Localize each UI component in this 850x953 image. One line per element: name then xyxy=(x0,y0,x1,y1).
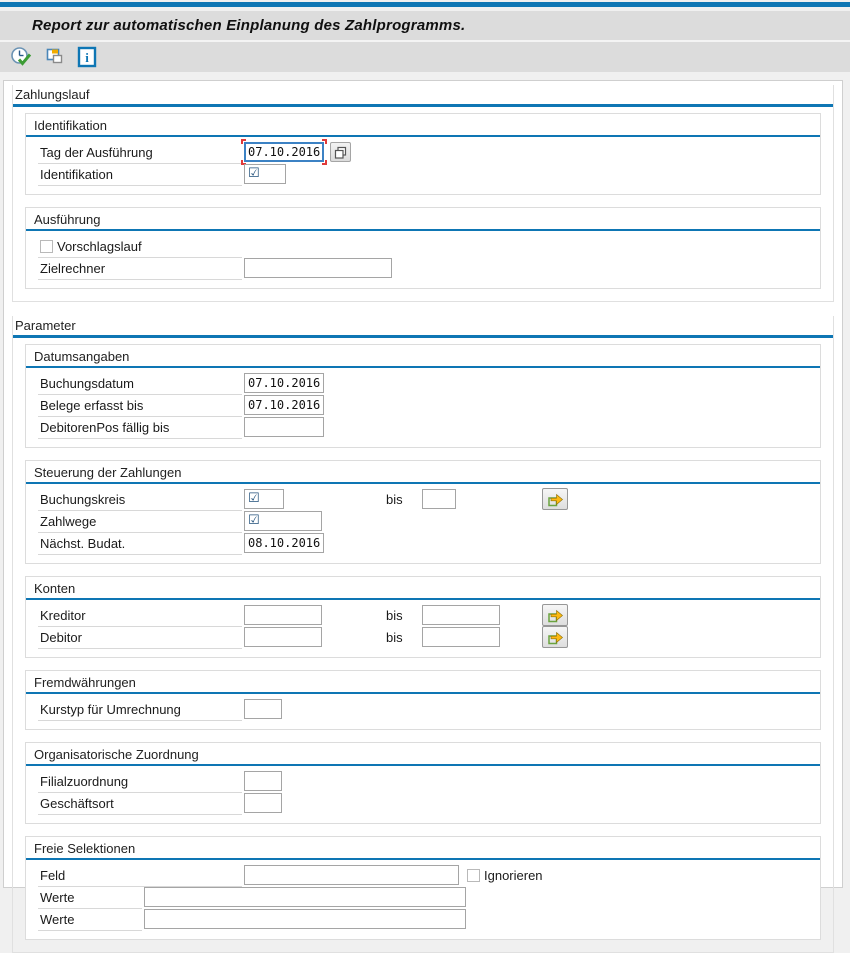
checkbox-label: Ignorieren xyxy=(484,868,543,883)
row-underline xyxy=(38,930,142,931)
ignorieren-checkbox[interactable] xyxy=(467,869,480,882)
multiple-selection-arrow-icon xyxy=(547,492,564,507)
box-title: Freie Selektionen xyxy=(26,837,820,860)
group-title: Parameter xyxy=(13,316,833,338)
row-underline xyxy=(38,279,242,280)
bis-label: bis xyxy=(386,608,403,623)
multiple-selection-arrow-icon xyxy=(547,630,564,645)
debitor-multiple-selection-button[interactable] xyxy=(542,626,568,648)
row-naechst-budat xyxy=(38,533,810,555)
field-label: Kurstyp für Umrechnung xyxy=(40,702,181,717)
row-zielrechner xyxy=(38,258,810,280)
group-title: Zahlungslauf xyxy=(13,85,833,107)
werte-input-1[interactable] xyxy=(144,887,466,907)
row-tag-der-ausfuehrung xyxy=(38,142,810,164)
matchcode-icon xyxy=(334,146,347,159)
focus-corner xyxy=(241,139,246,144)
box-title: Steuerung der Zahlungen xyxy=(26,461,820,484)
field-label: Kreditor xyxy=(40,608,86,623)
checked-box-glyph: ☑ xyxy=(248,513,260,528)
debitor-bis-input[interactable] xyxy=(422,627,500,647)
field-label: Nächst. Budat. xyxy=(40,536,126,551)
date-picker-button[interactable] xyxy=(330,142,351,162)
box-steuerung-der-zahlungen xyxy=(25,460,821,564)
row-geschaeftsort xyxy=(38,793,810,815)
row-vorschlagslauf xyxy=(38,236,810,258)
page-title: Report zur automatischen Einplanung des Zahlprogramms. xyxy=(32,17,466,34)
box-title: Fremdwährungen xyxy=(26,671,820,694)
execute-icon xyxy=(10,46,32,68)
row-belege-erfasst-bis xyxy=(38,395,810,417)
werte-input-2[interactable] xyxy=(144,909,466,929)
box-konten xyxy=(25,576,821,658)
buchungskreis-input[interactable] xyxy=(244,489,284,509)
field-label: Buchungskreis xyxy=(40,492,126,507)
tag-der-ausfuehrung-input[interactable] xyxy=(244,142,324,162)
row-identifikation xyxy=(38,164,810,186)
zielrechner-input[interactable] xyxy=(244,258,392,278)
row-underline xyxy=(38,648,242,649)
debitor-input[interactable] xyxy=(244,627,322,647)
box-title: Organisatorische Zuordnung xyxy=(26,743,820,766)
box-title: Identifikation xyxy=(26,114,820,137)
title-bar xyxy=(0,11,850,40)
field-label: Belege erfasst bis xyxy=(40,398,144,413)
field-label: Identifikation xyxy=(40,167,113,182)
zahlwege-input[interactable] xyxy=(244,511,322,531)
debitorenpos-faellig-bis-input[interactable] xyxy=(244,417,324,437)
multiple-selection-arrow-icon xyxy=(547,608,564,623)
field-label: Buchungsdatum xyxy=(40,376,134,391)
kreditor-input[interactable] xyxy=(244,605,322,625)
box-ausfuehrung xyxy=(25,207,821,289)
row-debitorenpos-faellig-bis xyxy=(38,417,810,439)
row-debitor xyxy=(38,627,810,649)
row-underline xyxy=(38,720,242,721)
variant-icon xyxy=(43,46,65,68)
belege-erfasst-bis-input[interactable] xyxy=(244,395,324,415)
row-underline xyxy=(38,814,242,815)
field-label: Filialzuordnung xyxy=(40,774,129,789)
buchungsdatum-input[interactable] xyxy=(244,373,324,393)
info-icon xyxy=(76,46,98,68)
field-label: Geschäftsort xyxy=(40,796,114,811)
bis-label: bis xyxy=(386,492,403,507)
field-label: Werte xyxy=(40,890,75,905)
field-label: Debitor xyxy=(40,630,82,645)
row-kurstyp xyxy=(38,699,810,721)
row-filialzuordnung xyxy=(38,771,810,793)
variant-button[interactable] xyxy=(42,45,66,69)
svg-text:i: i xyxy=(85,50,89,65)
field-label: Zielrechner xyxy=(40,261,106,276)
feld-input[interactable] xyxy=(244,865,459,885)
field-label: Feld xyxy=(40,868,66,883)
row-underline xyxy=(38,185,242,186)
group-zahlungslauf xyxy=(12,85,834,302)
box-datumsangaben xyxy=(25,344,821,448)
filialzuordnung-input[interactable] xyxy=(244,771,282,791)
focused-field-wrap xyxy=(244,142,324,162)
box-organisatorische-zuordnung xyxy=(25,742,821,824)
geschaeftsort-input[interactable] xyxy=(244,793,282,813)
field-label: Zahlwege xyxy=(40,514,97,529)
row-werte-2 xyxy=(38,909,810,931)
row-werte-1 xyxy=(38,887,810,909)
identifikation-input[interactable] xyxy=(244,164,286,184)
selection-screen xyxy=(0,72,850,927)
row-kreditor xyxy=(38,605,810,627)
kurstyp-input[interactable] xyxy=(244,699,282,719)
field-label: Tag der Ausführung xyxy=(40,145,153,160)
box-title: Konten xyxy=(26,577,820,600)
selection-panel xyxy=(3,80,843,927)
box-freie-selektionen xyxy=(25,836,821,940)
focus-corner xyxy=(322,139,327,144)
vorschlagslauf-checkbox[interactable] xyxy=(40,240,53,253)
checked-box-glyph: ☑ xyxy=(248,491,260,506)
checkbox-label: Vorschlagslauf xyxy=(57,239,142,254)
naechst-budat-input[interactable] xyxy=(244,533,324,553)
row-zahlwege xyxy=(38,511,810,533)
checked-box-glyph: ☑ xyxy=(248,166,260,181)
box-identifikation xyxy=(25,113,821,195)
kreditor-multiple-selection-button[interactable] xyxy=(542,604,568,626)
field-label: Werte xyxy=(40,912,75,927)
execute-button[interactable] xyxy=(9,45,33,69)
kreditor-bis-input[interactable] xyxy=(422,605,500,625)
box-fremdwaehrungen xyxy=(25,670,821,730)
row-underline xyxy=(38,438,242,439)
row-buchungskreis xyxy=(38,489,810,511)
group-parameter xyxy=(12,316,834,953)
bis-label: bis xyxy=(386,630,403,645)
row-feld xyxy=(38,865,810,887)
box-title: Ausführung xyxy=(26,208,820,231)
buchungskreis-multiple-selection-button[interactable] xyxy=(542,488,568,510)
box-title: Datumsangaben xyxy=(26,345,820,368)
application-toolbar xyxy=(0,42,850,72)
row-buchungsdatum xyxy=(38,373,810,395)
field-label: DebitorenPos fällig bis xyxy=(40,420,170,435)
buchungskreis-bis-input[interactable] xyxy=(422,489,456,509)
row-underline xyxy=(38,554,242,555)
info-button[interactable] xyxy=(75,45,99,69)
